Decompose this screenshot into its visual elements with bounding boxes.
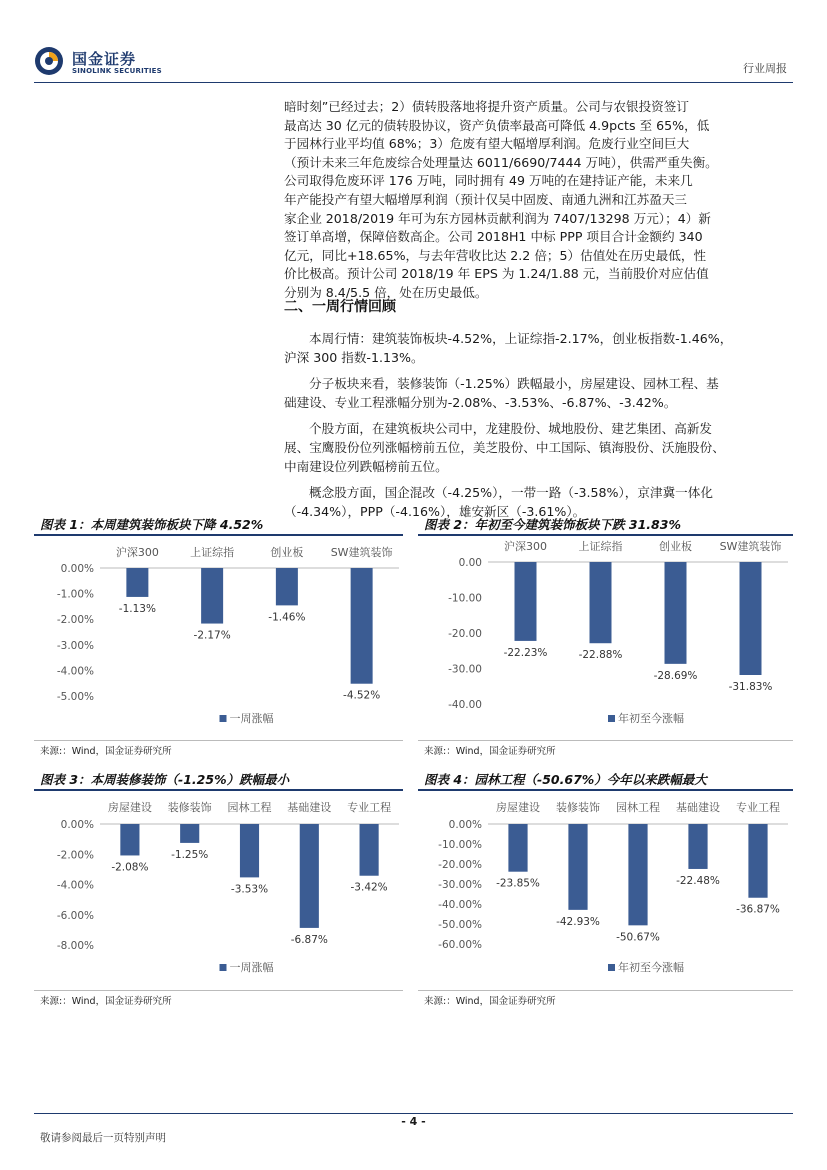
category-label: 沪深300 [115,546,159,559]
value-label: -1.13% [118,602,156,615]
y-tick-label: -30.00% [438,879,482,891]
data-bar [628,824,647,925]
text-line: 本周行情：建筑装饰板块-4.52%，上证综指-2.17%，创业板指数-1.46%， [309,331,733,346]
value-label: -1.46% [268,611,306,624]
y-tick-label: -10.00 [448,592,482,605]
data-bar [201,568,223,624]
legend-swatch [608,715,615,722]
value-label: -4.52% [343,689,381,702]
chart-1-bar-chart [34,538,403,738]
chart-4-bar-chart [418,793,793,988]
chart-4-source: 来源:：Wind，国金证券研究所 [424,996,556,1007]
chart-2-title-rule [418,534,793,536]
text-line: （-4.34%），PPP（-4.16%），雄安新区（-3.61%）。 [284,503,586,519]
y-tick-label: -50.00% [438,919,482,931]
data-bar [360,824,379,876]
report-type-label: 行业周报 [743,62,787,75]
y-tick-label: -40.00% [438,899,482,911]
y-tick-label: -2.00% [56,849,94,862]
category-label: 装修装饰 [167,801,212,814]
chart-1-source-rule [34,740,403,741]
y-tick-label: -8.00% [56,940,94,952]
legend-swatch [608,964,615,971]
weekly-review-paragraphs [284,330,790,521]
legend-label: 一周涨幅 [229,712,274,725]
category-label: 专业工程 [347,801,392,814]
data-bar [740,562,762,675]
sinolink-logo-mark-icon [34,46,64,76]
data-bar [515,562,537,641]
text-line: 暗时刻”已经过去；2）债转股落地将提升资产质量。公司与农银投资签订 [284,99,689,114]
legend-label: 年初至今涨幅 [618,961,684,974]
logo-chinese-name: 国金证券 [72,50,137,68]
text-line: 公司取得危废环评 176 万吨，同时拥有 49 万吨的在建持证产能，未来几 [284,173,693,189]
text-line: 分别为 8.4/5.5 倍，处在历史最低。 [284,284,488,300]
category-label: 专业工程 [736,801,780,814]
text-line: 签订单高增，保障倍数高企。公司 2018H1 中标 PPP 项目合计金额约 340 [284,229,703,245]
chart-2-source-rule [418,740,793,741]
data-bar [688,824,707,869]
category-label: 基础建设 [676,801,720,814]
value-label: -22.88% [578,649,623,662]
chart-3-source-rule [34,990,403,991]
category-label: 园林工程 [616,801,660,814]
section-heading: 二、一周行情回顾 [284,299,396,315]
y-tick-label: -30.00 [448,663,482,676]
value-label: -23.85% [496,877,540,890]
footer-divider [34,1113,793,1114]
text-line: 年产能投产有望大幅增厚利润（预计仅吴中固废、南通九洲和江苏盈天三 [284,191,687,207]
category-label: 沪深300 [504,540,547,553]
category-label: 基础建设 [287,801,332,814]
text-line: 分子板块来看，装修装饰（-1.25%）跌幅最小，房屋建设、园林工程、基 [309,376,719,392]
data-bar [590,562,612,643]
chart-4-title-rule [418,789,793,791]
value-label: -2.17% [193,629,231,642]
text-line: 中南建设位列跌幅榜前五位。 [284,458,448,474]
intro-paragraph [284,98,790,303]
text-line: 展、宝鹰股份位列涨幅榜前五位，美芝股份、中工国际、镇海股份、沃施股份、 [284,439,725,455]
data-bar [276,568,298,605]
data-bar [120,824,139,855]
company-logo [34,44,162,78]
category-label: 上证综指 [190,546,235,559]
data-bar [300,824,319,928]
text-line: 概念股方面，国企混改（-4.25%），一带一路（-3.58%），京津冀一体化 [309,485,713,501]
weekly-paragraph [284,375,790,412]
chart-3-title: 图表 3：本周装修装饰（-1.25%）跌幅最小 [40,772,290,787]
value-label: -6.87% [290,933,328,946]
category-label: 上证综指 [578,540,623,553]
chart-1-source: 来源:：Wind，国金证券研究所 [40,746,172,757]
text-line: 价比极高。预计公司 2018/19 年 EPS 为 1.24/1.88 元，当前股价对应估值 [284,266,709,282]
chart-2-source: 来源:：Wind，国金证券研究所 [424,746,556,757]
y-tick-label: 0.00 [458,557,482,569]
text-line: 沪深 300 指数-1.13%。 [284,349,424,365]
data-bar [508,824,527,872]
legend-label: 年初至今涨幅 [618,712,684,725]
logo-english-name: SINOLINK SECURITIES [72,67,162,75]
y-tick-label: 0.00% [60,819,94,831]
value-label: -36.87% [736,903,780,916]
data-bar [568,824,587,910]
y-tick-label: 0.00% [60,563,94,575]
chart-4-source-rule [418,990,793,991]
page-number: - 4 - [401,1115,426,1128]
category-label: SW建筑装饰 [330,546,393,559]
category-label: 创业板 [659,540,692,553]
value-label: -50.67% [616,931,660,944]
category-label: 房屋建设 [496,801,540,814]
y-tick-label: -2.00% [56,614,94,627]
y-tick-label: -10.00% [438,839,482,851]
disclaimer-note: 敬请参阅最后一页特别声明 [40,1132,166,1144]
y-tick-label: -40.00 [448,699,482,711]
y-tick-label: -6.00% [56,909,94,922]
text-line: 最高达 30 亿元的债转股协议，资产负债率最高可降低 4.9pcts 至 65%，低 [284,117,710,133]
chart-1-title-rule [34,534,403,536]
category-label: 园林工程 [227,801,272,814]
text-line: 个股方面，在建筑板块公司中，龙建股份、城地股份、建艺集团、高新发 [309,421,712,437]
legend-swatch [220,964,227,971]
chart-2-title: 图表 2：年初至今建筑装饰板块下跌 31.83% [424,517,681,532]
y-tick-label: -20.00 [448,628,482,640]
y-tick-label: -4.00% [56,665,94,678]
value-label: -22.23% [503,646,548,659]
text-line: 亿元，同比+18.65%，与去年营收比达 2.2 倍；5）估值处在历史最低，性 [284,247,707,263]
y-tick-label: -1.00% [56,588,94,601]
data-bar [240,824,259,877]
text-line: （预计未来三年危废综合处理量达 6011/6690/7444 万吨），供需严重失衡。 [284,154,718,170]
value-label: -42.93% [556,915,600,928]
header-divider [34,82,793,83]
value-label: -22.48% [676,874,720,887]
data-bar [748,824,767,898]
legend-swatch [220,715,227,722]
data-bar [665,562,687,664]
text-line: 于园林行业平均值 68%；3）危废有望大幅增厚利润。危废行业空间巨大 [284,136,690,152]
value-label: -3.42% [350,881,388,894]
weekly-paragraph [284,330,790,367]
text-line: 家企业 2018/2019 年可为东方园林贡献利润为 7407/13298 万元）；4）新 [284,210,711,226]
value-label: -28.69% [653,669,698,682]
chart-3-bar-chart [34,793,403,988]
legend-label: 一周涨幅 [229,961,274,974]
y-tick-label: -5.00% [56,691,94,703]
chart-1-title: 图表 1：本周建筑装饰板块下降 4.52% [40,517,264,532]
chart-2-bar-chart [418,538,793,738]
value-label: -2.08% [111,861,149,874]
weekly-paragraph [284,420,790,476]
y-tick-label: -20.00% [438,859,482,871]
chart-3-title-rule [34,789,403,791]
y-tick-label: -60.00% [438,939,482,951]
value-label: -1.25% [171,848,209,861]
chart-4-title: 图表 4：园林工程（-50.67%）今年以来跌幅最大 [424,772,707,787]
data-bar [126,568,148,597]
y-tick-label: -3.00% [56,639,94,652]
y-tick-label: -4.00% [56,879,94,892]
value-label: -3.53% [230,883,269,896]
value-label: -31.83% [728,680,773,693]
category-label: 装修装饰 [556,801,600,814]
text-line: 础建设、专业工程涨幅分别为-2.08%、-3.53%、-6.87%、-3.42%。 [284,394,677,410]
category-label: 创业板 [270,546,304,559]
data-bar [351,568,373,684]
category-label: SW建筑装饰 [719,540,782,553]
category-label: 房屋建设 [107,801,152,814]
chart-3-source: 来源:：Wind，国金证券研究所 [40,996,172,1007]
data-bar [180,824,199,843]
y-tick-label: 0.00% [448,819,482,831]
